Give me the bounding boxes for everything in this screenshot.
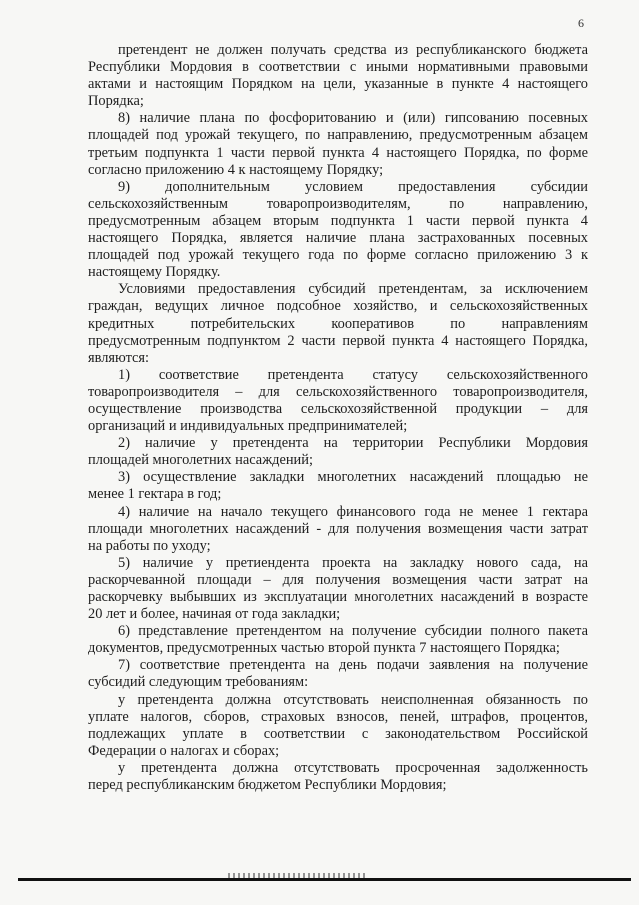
text-line: организаций и индивидуальных предпринимателей; <box>88 418 408 435</box>
text-line: раскорчевку выбывших из эксплуатации многолетних насаждений в возрасте <box>88 589 588 605</box>
text-line: 8) наличие плана по фосфоритованию и (или) гипсованию посевных <box>118 110 588 127</box>
text-line: подлежащих уплате в соответствии с законодательством Российской <box>88 725 588 742</box>
text-line: 7) соответствие претендента на день подачи заявления на получение <box>118 657 588 674</box>
paragraph <box>88 692 588 760</box>
text-line: являются: <box>88 349 150 366</box>
text-line: Федерации о налогах и сборах; <box>88 742 280 759</box>
text-line: третьим подпункта 1 части первой пункта 4 настоящего Порядка, по форме <box>88 144 588 161</box>
text-line: 5) наличие у претиендента проекта на закладку нового сада, на <box>118 554 588 571</box>
text-line: площадей под урожай текущего года по форме согласно приложению 3 к <box>88 247 588 264</box>
text-line: актами и настоящим Порядком на цели, указанные в пункте 4 настоящего <box>88 76 588 93</box>
text-line: документов, предусмотренных частью второй пункта 7 настоящего Порядка; <box>88 640 560 657</box>
text-line: менее 1 гектара в год; <box>88 486 222 503</box>
text-line: 4) наличие на начало текущего финансового года не менее 1 гектара <box>118 503 588 520</box>
document-body <box>88 42 588 794</box>
text-line: товаропроизводителя – для сельскохозяйственного товаропроизводителя, <box>88 383 588 400</box>
text-line: настоящего Порядка, является наличие плана застрахованных посевных <box>88 230 588 247</box>
paragraph <box>88 469 588 503</box>
text-line: раскорчеванной площади – для получения возмещения части затрат на <box>88 571 588 588</box>
paragraph <box>88 623 588 657</box>
text-line: на работы по уходу; <box>88 537 211 554</box>
text-line: согласно приложению 4 к настоящему Порядку; <box>88 161 384 178</box>
scan-edge-bar <box>18 878 631 881</box>
text-line: сельскохозяйственным товаропроизводителям, по направлению, <box>88 195 588 212</box>
paragraph <box>88 657 588 691</box>
text-line: площадей многолетних насаждений; <box>88 452 313 469</box>
text-line: площади многолетних насаждений - для получения возмещения части затрат <box>88 520 588 537</box>
text-line: настоящему Порядку. <box>88 264 221 281</box>
paragraph <box>88 42 588 110</box>
paragraph <box>88 435 588 469</box>
text-line: 6) представление претендентом на получение субсидии полного пакета <box>118 623 588 640</box>
text-line: у претендента должна отсутствовать просроченная задолженность <box>118 759 588 776</box>
text-line: 3) осуществление закладки многолетних насаждений площадью не <box>118 469 588 486</box>
text-line: предусмотренным абзацем вторым подпункта 1 части первой пункта 4 <box>88 212 588 229</box>
paragraph <box>88 504 588 555</box>
text-line: Порядка; <box>88 93 144 110</box>
paragraph <box>88 281 588 366</box>
paragraph <box>88 110 588 178</box>
text-line: перед республиканским бюджетом Республики Мордовия; <box>88 777 447 794</box>
text-line: 20 лет и более, начиная от года закладки; <box>88 606 341 623</box>
text-line: площадей под урожай текущего, по направлению, предусмотренным абзацем <box>88 127 588 144</box>
text-line: кредитных потребительских кооперативов по направлениям <box>88 315 588 332</box>
text-line: граждан, ведущих личное подсобное хозяйство, и сельскохозяйственных <box>88 298 588 315</box>
text-line: предусмотренным подпунктом 2 части первой пункта 4 настоящего Порядка, <box>88 332 588 349</box>
text-line: уплате налогов, сборов, страховых взносов, пеней, штрафов, процентов, <box>88 708 588 725</box>
paragraph <box>88 555 588 623</box>
page-number: 6 <box>578 16 584 30</box>
text-line: осуществление производства сельскохозяйственной продукции – для <box>88 400 588 417</box>
paragraph <box>88 367 588 435</box>
paragraph <box>88 760 588 794</box>
text-line: 1) соответствие претендента статусу сельскохозяйственного <box>118 366 588 383</box>
text-line: 9) дополнительным условием предоставления субсидии <box>118 178 588 195</box>
text-line: Республики Мордовия в соответствии с иными нормативными правовыми <box>88 59 588 76</box>
text-line: 2) наличие у претендента на территории Республики Мордовия <box>118 435 588 452</box>
text-line: у претендента должна отсутствовать неисполненная обязанность по <box>118 691 588 708</box>
text-line: субсидий следующим требованиям: <box>88 674 309 691</box>
text-line: претендент не должен получать средства из республиканского бюджета <box>118 42 588 58</box>
text-line: Условиями предоставления субсидий претендентам, за исключением <box>118 281 588 298</box>
paragraph <box>88 179 588 282</box>
